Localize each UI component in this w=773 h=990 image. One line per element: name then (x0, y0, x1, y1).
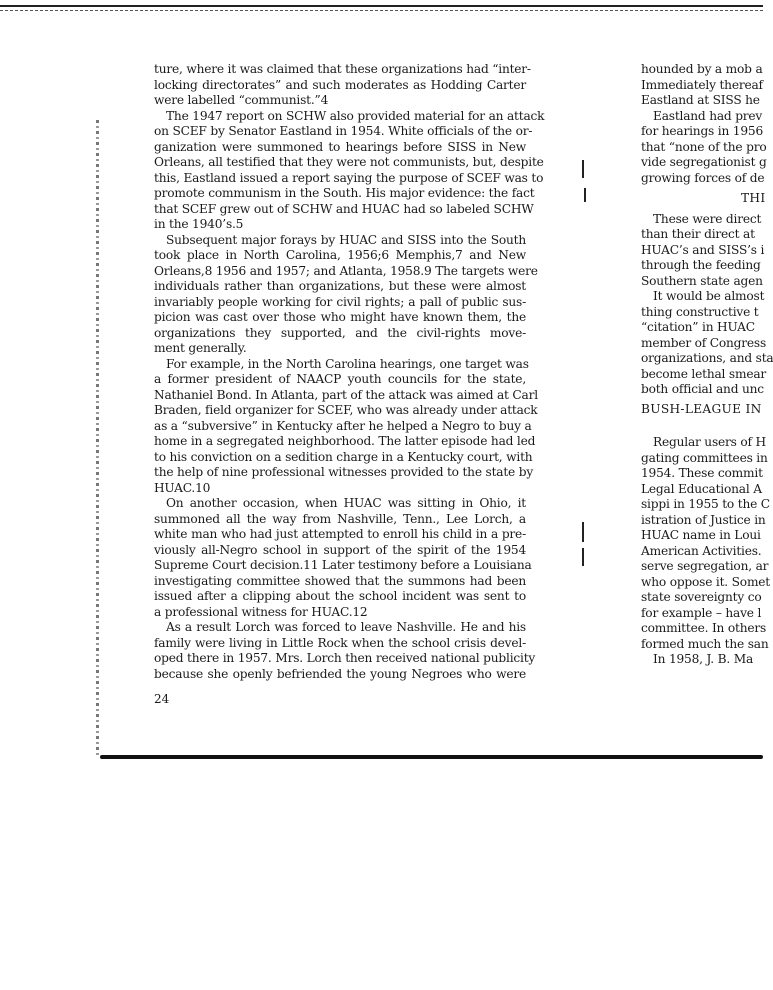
text-line: Supreme Court decision.11 Later testimony before a Louisiana (154, 558, 532, 572)
text-line: on SCEF by Senator Eastland in 1954. White officials of the or- (154, 124, 533, 138)
bottom-border-rule (100, 755, 763, 759)
text-line: ture, where it was claimed that these organizations had “inter- (154, 62, 531, 76)
text-line: as a “subversive” in Kentucky after he helped a Negro to buy a (154, 418, 532, 433)
text-line: to his conviction on a sedition charge in a Kentucky court, with (154, 449, 533, 464)
text-line: Subsequent major forays by HUAC and SISS into the South (166, 232, 526, 247)
section-heading: BUSH-LEAGUE IN (641, 401, 762, 416)
text-line: a former president of NAACP youth councils for the state, (154, 372, 526, 386)
text-line: invariably people working for civil rights; a pall of public sus- (154, 294, 526, 309)
text-line: HUAC name in Loui (641, 528, 761, 542)
text-line: Legal Educational A (641, 481, 762, 496)
text-line: serve segregation, ar (641, 559, 769, 573)
text-line: promote communism in the South. His major evidence: the fact (154, 186, 535, 200)
binding-mark-1 (582, 160, 584, 178)
section-heading: THI (741, 191, 766, 205)
text-line: Immediately thereaf (641, 77, 763, 92)
text-line: organizations, and sta (641, 351, 773, 365)
text-line: istration of Justice in (641, 512, 766, 527)
text-line: On another occasion, when HUAC was sitting in Ohio, it (166, 496, 526, 510)
text-line: Orleans, all testified that they were not communists, but, despite (154, 155, 544, 169)
text-line: committee. In others (641, 621, 767, 635)
text-line: Regular users of H (653, 435, 766, 449)
text-line: “citation” in HUAC (641, 320, 755, 334)
text-line: locking directorates” and such moderates as Hodding Carter (154, 77, 526, 92)
text-line: become lethal smear (641, 366, 767, 381)
binding-mark-3 (582, 522, 584, 542)
text-line: It would be almost (653, 289, 765, 303)
text-line: Eastland at SISS he (641, 93, 760, 107)
text-line: vide segregationist g (641, 155, 767, 169)
text-line: that SCEF grew out of SCHW and HUAC had so labeled SCHW (154, 201, 534, 216)
text-line: for example – have l (641, 605, 762, 620)
text-line: were labelled “communist.”4 (154, 93, 329, 107)
text-line: individuals rather than organizations, but these were almost (154, 279, 526, 293)
text-line: that “none of the pro (641, 139, 767, 154)
text-line: Braden, field organizer for SCEF, who was already under attack (154, 403, 538, 417)
text-line: ment generally. (154, 341, 247, 355)
text-line: member of Congress (641, 335, 767, 350)
text-line: As a result Lorch was forced to leave Nashville. He and his (166, 620, 526, 634)
page-left-edge (96, 120, 99, 756)
binding-mark-2 (584, 188, 586, 202)
text-line: thing constructive t (641, 304, 759, 319)
text-line: for hearings in 1956 (641, 124, 764, 138)
text-line: viously all-Negro school in support of the spirit of the 1954 (154, 542, 526, 557)
left-text-column (154, 62, 545, 682)
spacer (641, 417, 763, 435)
text-line: home in a segregated neighborhood. The latter episode had led (154, 434, 536, 448)
text-line: white man who had just attempted to enroll his child in a pre- (154, 527, 526, 541)
text-line: because she openly befriended the young Negroes who were (154, 666, 526, 681)
text-line: issued after a clipping about the school incident was sent to (154, 589, 526, 603)
text-line: hounded by a mob a (641, 62, 763, 76)
text-line: In 1958, J. B. Ma (653, 652, 754, 666)
text-line: The 1947 report on SCHW also provided material for an attack (166, 108, 545, 123)
top-border-rule (0, 5, 763, 7)
text-line: family were living in Little Rock when the school crisis devel- (154, 635, 526, 650)
text-line: American Activities. (641, 543, 762, 558)
text-line: formed much the san (641, 636, 769, 651)
text-line: in the 1940’s.5 (154, 217, 244, 231)
text-line: investigating committee showed that the summons had been (154, 573, 526, 588)
text-line: through the feeding (641, 258, 761, 272)
text-line: These were direct (653, 211, 762, 226)
binding-mark-4 (582, 548, 584, 566)
text-line: oped there in 1957. Mrs. Lorch then received national publicity (154, 651, 536, 665)
text-line: summoned all the way from Nashville, Tenn., Lee Lorch, a (154, 511, 526, 526)
text-line: than their direct at (641, 227, 755, 241)
text-line: gating committees in (641, 450, 768, 465)
text-line: who oppose it. Somet (641, 574, 771, 589)
right-text-column (641, 62, 773, 668)
text-line: growing forces of de (641, 170, 765, 185)
text-line: Orleans,8 1956 and 1957; and Atlanta, 1958.9 The targets were (154, 263, 538, 278)
text-line: Southern state agen (641, 273, 763, 288)
text-line: both official and unc (641, 382, 764, 396)
text-line: ganization were summoned to hearings before SISS in New (154, 139, 526, 154)
text-line: the help of nine professional witnesses provided to the state by (154, 465, 534, 479)
text-line: picion was cast over those who might have known them, the (154, 310, 526, 324)
top-border-dashes (0, 10, 763, 11)
text-line: this, Eastland issued a report saying the purpose of SCEF was to (154, 170, 544, 185)
text-line: sippi in 1955 to the C (641, 497, 770, 511)
text-line: state sovereignty co (641, 590, 762, 604)
text-line: HUAC’s and SISS’s i (641, 242, 765, 257)
text-line: organizations they supported, and the civil-rights move- (154, 325, 526, 340)
text-line: a professional witness for HUAC.12 (154, 604, 368, 619)
page-number: 24 (154, 692, 170, 706)
text-line: For example, in the North Carolina hearings, one target was (166, 356, 529, 371)
text-line: 1954. These commit (641, 466, 763, 480)
text-line: Eastland had prev (653, 108, 763, 123)
text-line: took place in North Carolina, 1956;6 Memphis,7 and New (154, 248, 526, 262)
text-line: HUAC.10 (154, 480, 211, 495)
text-line: Nathaniel Bond. In Atlanta, part of the attack was aimed at Carl (154, 387, 538, 402)
